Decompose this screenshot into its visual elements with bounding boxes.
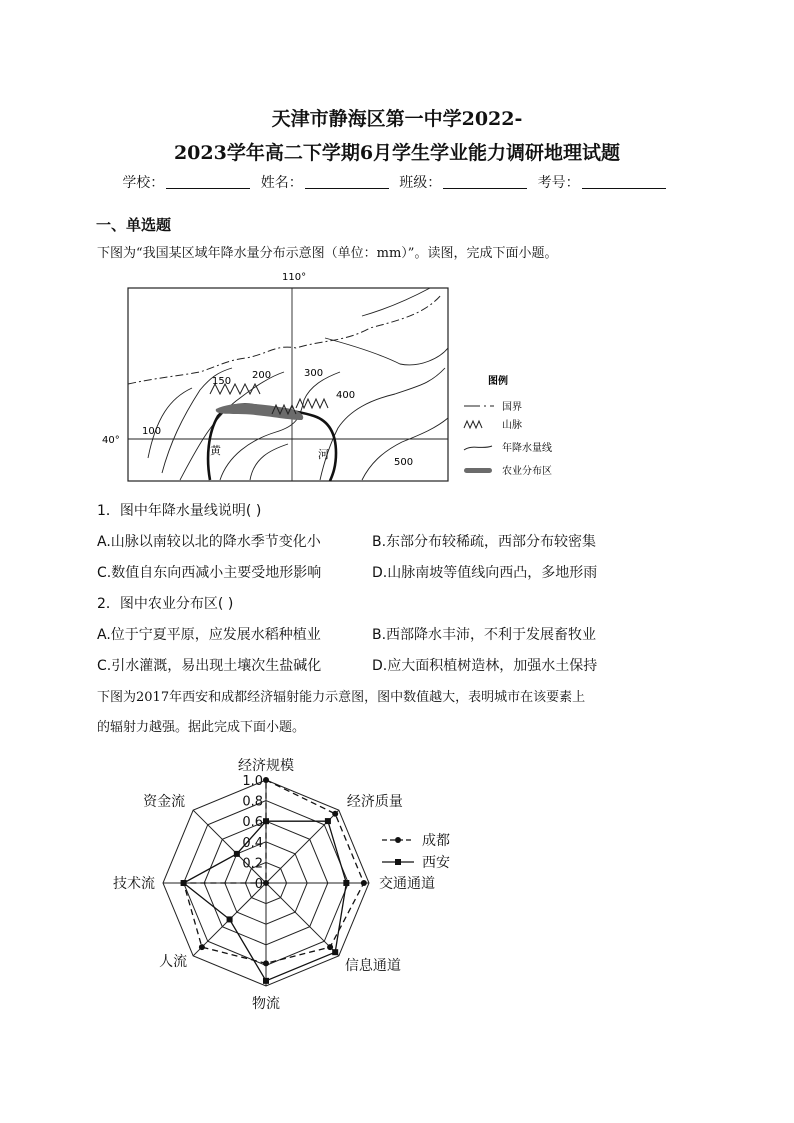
isoline-300b <box>250 444 288 480</box>
isoline-300a <box>220 372 340 480</box>
group1-intro: 下图为“我国某区域年降水量分布示意图（单位：mm）”。读图，完成下面小题。 <box>97 246 558 261</box>
q2-option-b[interactable]: B.西部降水丰沛，不利于发展畜牧业 <box>372 627 597 643</box>
exam-no-label: 考号： <box>537 175 580 191</box>
isoline-label-150: 150 <box>212 376 232 387</box>
radar-tick-0: 0 <box>254 877 263 892</box>
class-label: 班级： <box>399 175 442 191</box>
school-label: 学校： <box>122 175 165 191</box>
series-1-point-3 <box>332 949 338 955</box>
legend-mountain: 山脉 <box>502 420 522 431</box>
series-0-point-4 <box>263 960 269 966</box>
isoline-upper <box>325 338 448 365</box>
series-1-point-4 <box>263 978 269 984</box>
q1-option-d[interactable]: D.山脉南坡等值线向西凸，多地形雨 <box>372 565 598 581</box>
legend-agri: 农业分布区 <box>502 466 552 477</box>
radar-series <box>181 777 367 984</box>
q2-option-a[interactable]: A.位于宁夏平原，应发展水稻种植业 <box>97 627 321 643</box>
radar-tick-2: 0.4 <box>242 835 263 851</box>
group2-intro-line1: 下图为2017年西安和成都经济辐射能力示意图，图中数值越大，表明城市在该要素上 <box>97 690 586 705</box>
series-0-point-7 <box>263 880 269 886</box>
q2-stem: 2．图中农业分布区( ) <box>97 596 234 612</box>
axis-label-3: 信息通道 <box>344 957 401 974</box>
isoline-label-200: 200 <box>252 370 272 381</box>
class-blank[interactable] <box>443 174 527 189</box>
series-1-point-7 <box>234 851 240 857</box>
isoline-200 <box>180 372 284 480</box>
school-blank[interactable] <box>166 174 250 189</box>
radar-tick-4: 0.8 <box>242 794 263 810</box>
legend-agri-symbol <box>464 468 492 473</box>
section-title: 一、单选题 <box>96 216 172 234</box>
isoline-400 <box>320 368 445 480</box>
student-info-fields <box>0 172 794 192</box>
series-1-point-0 <box>263 818 269 824</box>
axis-label-4: 物流 <box>252 996 280 1012</box>
name-blank[interactable] <box>305 174 389 189</box>
national-border <box>128 294 442 384</box>
radar-tick-1: 0.2 <box>242 856 263 872</box>
series-1-point-1 <box>325 818 331 824</box>
longitude-label: 110° <box>282 272 307 283</box>
series-0-point-0 <box>263 777 269 783</box>
legend-border: 国界 <box>502 402 522 413</box>
series-0-point-5 <box>199 944 205 950</box>
isoline-label-500: 500 <box>394 457 414 468</box>
map-frame <box>128 288 448 481</box>
latitude-label: 40° <box>102 435 120 446</box>
q1-stem: 1．图中年降水量线说明( ) <box>97 503 262 519</box>
series-1-point-5 <box>227 916 233 922</box>
agriculture-zone <box>216 404 303 420</box>
axis-label-1: 经济质量 <box>346 794 403 811</box>
radar-chart <box>96 748 476 1028</box>
isoline-label-300: 300 <box>304 368 324 379</box>
radar-ticks <box>242 774 263 892</box>
legend-isoline-symbol <box>464 446 492 450</box>
paper-title-line1: 天津市静海区第一中学2022- <box>271 108 523 130</box>
isoline-500 <box>362 418 448 480</box>
series-1-point-2 <box>343 880 349 886</box>
axis-label-5: 人流 <box>159 953 188 970</box>
legend-title: 图例 <box>488 376 508 387</box>
radar-legend <box>382 832 450 871</box>
series-0-point-1 <box>332 811 338 817</box>
series-0-point-2 <box>361 880 367 886</box>
paper-title-line2: 2023学年高二下学期6月学生学业能力调研地理试题 <box>173 142 621 164</box>
legend-marker-1 <box>395 859 401 865</box>
legend-label-0: 成都 <box>422 833 450 849</box>
isoline-label-100: 100 <box>142 426 162 437</box>
exam-no-blank[interactable] <box>582 174 666 189</box>
radar-tick-5: 1.0 <box>242 774 263 789</box>
radar-tick-3: 0.6 <box>242 815 263 831</box>
legend-isoline: 年降水量线 <box>502 443 552 454</box>
mountain-range-3 <box>296 399 328 408</box>
series-0-line <box>184 780 364 963</box>
axis-label-6: 技术流 <box>113 876 155 892</box>
isoline-label-400: 400 <box>336 390 356 401</box>
isoline-upper2 <box>362 288 430 316</box>
q2-option-c[interactable]: C.引水灌溉，易出现土壤次生盐碱化 <box>97 658 322 674</box>
river-label-he: 河 <box>318 448 329 461</box>
q1-option-b[interactable]: B.东部分布较稀疏，西部分布较密集 <box>372 534 597 550</box>
legend-marker-0 <box>395 837 401 843</box>
radar-axis-labels <box>113 757 435 1012</box>
q1-option-c[interactable]: C.数值自东向西减小主要受地形影响 <box>97 565 322 581</box>
name-label: 姓名： <box>260 175 303 191</box>
series-1-line <box>184 821 347 981</box>
series-1-point-6 <box>181 880 187 886</box>
q1-option-a[interactable]: A.山脉以南较以北的降水季节变化小 <box>97 534 321 550</box>
precipitation-map <box>100 268 580 488</box>
river-label-huang: 黄 <box>210 444 221 457</box>
legend-mountain-symbol <box>464 421 482 428</box>
group2-intro-line2: 的辐射力越强。据此完成下面小题。 <box>97 720 306 735</box>
axis-label-7: 资金流 <box>143 794 186 811</box>
axis-label-2: 交通通道 <box>379 876 435 892</box>
q2-option-d[interactable]: D.应大面积植树造林，加强水土保持 <box>372 658 598 674</box>
axis-label-0: 经济规模 <box>238 758 294 774</box>
legend-label-1: 西安 <box>422 855 450 871</box>
